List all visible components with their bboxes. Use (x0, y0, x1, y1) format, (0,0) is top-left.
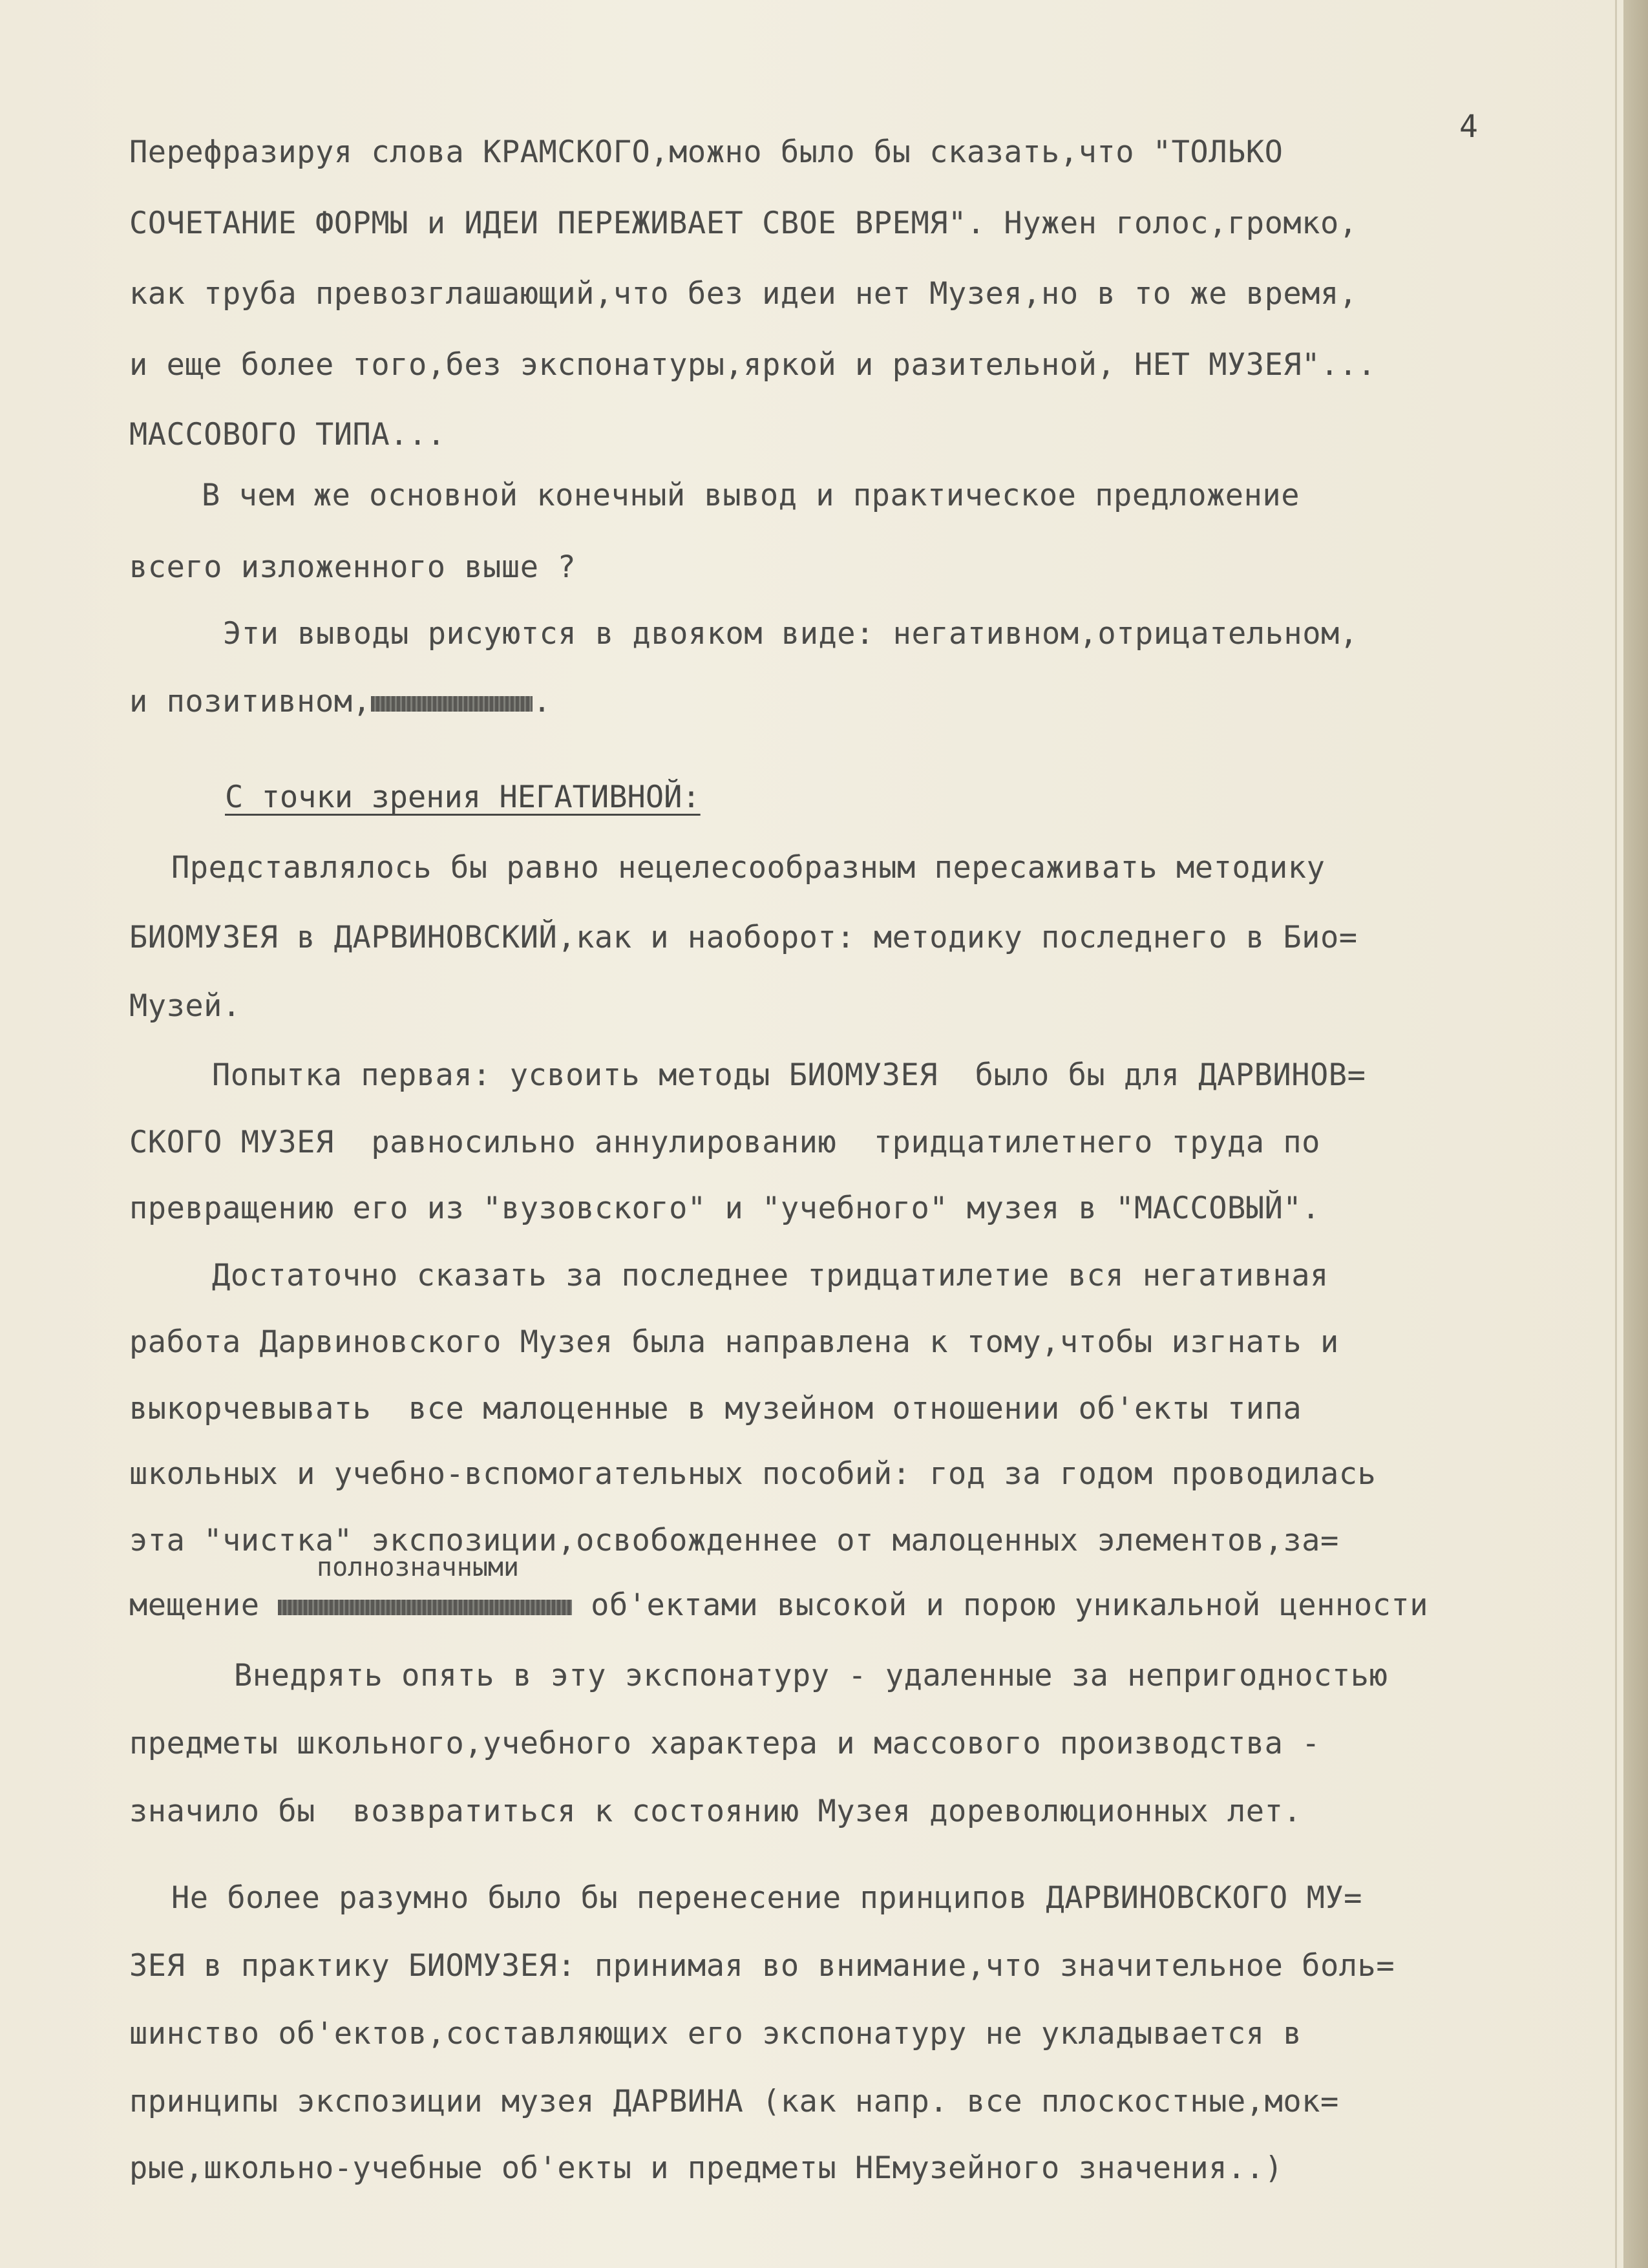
text-line-15: превращению его из "вузовского" и "учебного" музея в "МАССОВЫЙ". (129, 1191, 1320, 1226)
text-line-25: Не более разумно было бы перенесение принципов ДАРВИНОВСКОГО МУ= (171, 1880, 1362, 1916)
text-line-3: как труба превозглашающий,что без идеи нет Музея,но в то же время, (129, 276, 1358, 312)
text-line-5: МАССОВОГО ТИПА... (129, 417, 446, 452)
text-line-24: значило бы возвратиться к состоянию Музея дореволюционных лет. (129, 1794, 1302, 1829)
text-line-9-end: . (533, 684, 552, 719)
page-number: 4 (1459, 109, 1478, 145)
text-line-6: В чем же основной конечный вывод и практическое предложение (202, 478, 1300, 513)
text-line-7: всего изложенного выше ? (129, 549, 576, 585)
text-line-17: работа Дарвиновского Музея была направлена к тому,чтобы изгнать и (129, 1324, 1339, 1360)
text-line-14: СКОГО МУЗЕЯ равносильно аннулированию тридцатилетнего труда по (129, 1125, 1320, 1160)
text-line-1: Перефразируя слова КРАМСКОГО,можно было бы сказать,что "ТОЛЬКО (129, 134, 1284, 170)
text-line-27: шинство об'ектов,составляющих его экспонатуру не укладывается в (129, 2016, 1302, 2051)
text-line-18: выкорчевывать все малоценные в музейном отношении об'екты типа (129, 1391, 1302, 1426)
section-heading: С точки зрения НЕГАТИВНОЙ: (225, 779, 701, 815)
text-line-29: рые,школьно-учебные об'екты и предметы НЕмузейного значения..) (129, 2150, 1284, 2186)
text-line-8: Эти выводы рисуются в двояком виде: негативном,отрицательном, (223, 616, 1358, 652)
text-line-21-start: мещение (129, 1587, 279, 1623)
text-line-11: БИОМУЗЕЯ в ДАРВИНОВСКИЙ,как и наоборот: методику последнего в Био= (129, 920, 1358, 955)
text-line-20: эта "чистка" экспозиции,освобожденнее от малоценных элементов,за= (129, 1523, 1339, 1558)
page-fold-line (1615, 0, 1617, 2268)
text-line-21-end: об'ектами высокой и порою уникальной ценности (572, 1587, 1429, 1623)
text-line-9 (129, 683, 1583, 721)
text-line-2: СОЧЕТАНИЕ ФОРМЫ и ИДЕИ ПЕРЕЖИВАЕТ СВОЕ ВРЕМЯ". Нужен голос,громко, (129, 206, 1358, 241)
text-line-21 (129, 1586, 1583, 1625)
text-line-19: школьных и учебно-вспомогательных пособий: год за годом проводилась (129, 1456, 1377, 1492)
struck-through-word (278, 1600, 572, 1615)
text-line-12: Музей. (129, 988, 241, 1024)
struck-through-text (371, 696, 533, 712)
text-line-28: принципы экспозиции музея ДАРВИНА (как напр. все плоскостные,мок= (129, 2084, 1339, 2119)
text-line-10: Представлялось бы равно нецелесообразным пересаживать методику (171, 850, 1326, 885)
text-line-22: Внедрять опять в эту экспонатуру - удаленные за непригодностью (234, 1658, 1388, 1693)
paper-edge (1623, 0, 1648, 2268)
text-line-13: Попытка первая: усвоить методы БИОМУЗЕЯ было бы для ДАРВИНОВ= (212, 1057, 1366, 1093)
text-line-23: предметы школьного,учебного характера и массового производства - (129, 1726, 1320, 1761)
text-line-4: и еще более того,без экспонатуры,яркой и разительной, НЕТ МУЗЕЯ"... (129, 347, 1377, 383)
text-line-16: Достаточно сказать за последнее тридцатилетие вся негативная (212, 1258, 1329, 1293)
text-line-9-start: и позитивном, (129, 684, 372, 719)
handwritten-insert: полнозначными (317, 1553, 520, 1582)
text-line-26: ЗЕЯ в практику БИОМУЗЕЯ: принимая во внимание,что значительное боль= (129, 1948, 1395, 1984)
